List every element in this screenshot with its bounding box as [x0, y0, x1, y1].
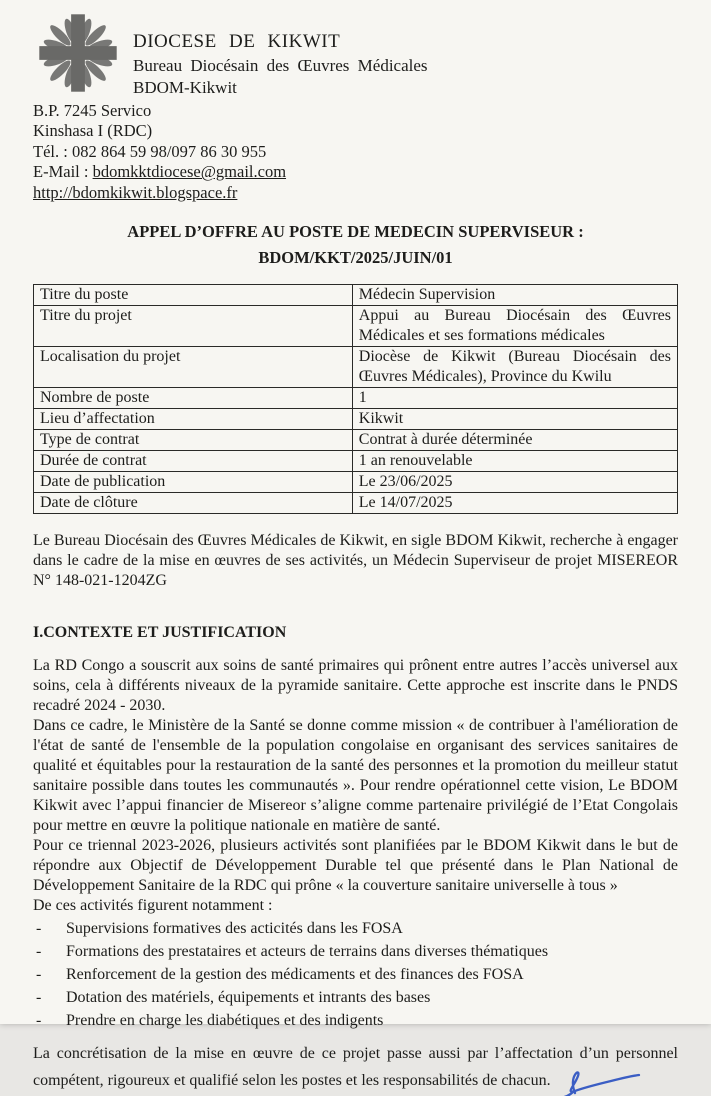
table-row: [34, 430, 678, 451]
row-value: Contrat à durée déterminée: [352, 430, 677, 451]
row-label: Titre du projet: [34, 306, 353, 347]
row-value: Appui au Bureau Diocésain des Œuvres Médicales et ses formations médicales: [352, 306, 677, 347]
table-row: [34, 409, 678, 430]
row-value: Le 23/06/2025: [352, 472, 677, 493]
list-item: [33, 919, 678, 939]
row-value: Diocèse de Kikwit (Bureau Diocésain des Œuvres Médicales), Province du Kwilu: [352, 347, 677, 388]
address-block: [33, 101, 678, 204]
context-paragraph-4: De ces activités figurent notamment :: [33, 897, 273, 915]
bullet-dash: -: [36, 966, 42, 984]
organization-department: Bureau Diocésain des Œuvres Médicales: [133, 55, 428, 75]
row-label: Localisation du projet: [34, 347, 353, 388]
table-row: [34, 306, 678, 347]
row-label: Date de publication: [34, 472, 353, 493]
organization-name: DIOCESE DE KIKWIT: [133, 31, 341, 52]
table-row: [34, 493, 678, 514]
table-row: [34, 388, 678, 409]
address-city: Kinshasa I (RDC): [33, 121, 153, 141]
row-value: 1: [352, 388, 677, 409]
context-paragraph-2: Dans ce cadre, le Ministère de la Santé se donne comme mission « de contribuer à l'amélioration de l'état de santé de l'ensemble de la population congolaise en organisant des services sanitaires de qualité et équitables pour la restauration de la santé des personnes et la promotion du meilleur statut sanitaire possible dans toutes les communautés ». Pour rendre opérationnel cette vision, Le BDOM Kikwit avec l’appui financier de Misereor s’aligne comme partenaire privilégié de l’Etat Congolais pour mettre en œuvre la politique nationale en matière de santé.: [33, 717, 678, 835]
website-link[interactable]: http://bdomkikwit.blogspace.fr: [33, 182, 238, 202]
list-item: [33, 965, 678, 985]
context-paragraph-3: Pour ce triennal 2023-2026, plusieurs activités sont planifiées par le BDOM Kikwit dans le but de répondre aux Objectif de Développement Durable tel que présenté dans le Plan National de Développement Sanitaire de la RDC qui prône « la couverture sanitaire universelle à tous »: [33, 837, 678, 895]
organization-sigle: BDOM-Kikwit: [133, 77, 237, 97]
document-title-line1: APPEL D’OFFRE AU POSTE DE MEDECIN SUPERVISEUR :: [127, 222, 584, 242]
list-item-text: Supervisions formatives des acticités dans les FOSA: [66, 920, 403, 938]
caritas-cross-flames-logo: [35, 10, 121, 96]
bullet-dash: -: [36, 920, 42, 938]
table-row: [34, 285, 678, 306]
email-label: E-Mail :: [33, 162, 93, 182]
list-item-text: Renforcement de la gestion des médicaments et des finances des FOSA: [66, 966, 524, 984]
context-paragraph-1: La RD Congo a souscrit aux soins de santé primaires qui prônent entre autres l’accès universel aux soins, cela à différents niveaux de la pyramide sanitaire. Cette approche est inscrite dans le PNDS recadré 2024 - 2030.: [33, 657, 678, 715]
table-row: [34, 472, 678, 493]
list-item: [33, 1011, 678, 1031]
organization-block: [133, 10, 428, 99]
row-value: Kikwit: [352, 409, 677, 430]
list-item-text: Dotation des matériels, équipements et intrants des bases: [66, 989, 431, 1007]
row-value: Le 14/07/2025: [352, 493, 677, 514]
email-link[interactable]: bdomkktdiocese@gmail.com: [92, 162, 287, 182]
list-item-text: Prendre en charge les diabétiques et des indigents: [66, 1012, 384, 1030]
bullet-dash: -: [36, 989, 42, 1007]
email-line: [33, 162, 678, 183]
row-label: Nombre de poste: [34, 388, 353, 409]
list-item-text: Formations des prestataires et acteurs de terrains dans diverses thématiques: [66, 943, 549, 961]
phone-line: Tél. : 082 864 59 98/097 86 30 955: [33, 141, 267, 161]
blue-pen-signature-mark: [553, 1064, 641, 1096]
row-label: Type de contrat: [34, 430, 353, 451]
letterhead: [33, 10, 678, 99]
closing-text: La concrétisation de la mise en œuvre de ce projet passe aussi par l’affectation d’un personnel compétent, rigoureux et qualifié selon les postes et les responsabilités de chacun.: [33, 1045, 678, 1090]
row-value: 1 an renouvelable: [352, 451, 677, 472]
row-label: Durée de contrat: [34, 451, 353, 472]
job-info-table: [33, 284, 678, 514]
list-item: [33, 942, 678, 962]
row-value: Médecin Supervision: [352, 285, 677, 306]
row-label: Titre du poste: [34, 285, 353, 306]
section-heading: I.CONTEXTE ET JUSTIFICATION: [33, 624, 287, 642]
bullet-dash: -: [36, 1012, 42, 1030]
row-label: Date de clôture: [34, 493, 353, 514]
row-label: Lieu d’affectation: [34, 409, 353, 430]
table-row: [34, 451, 678, 472]
table-row: [34, 347, 678, 388]
activities-list: [33, 919, 678, 1031]
bullet-dash: -: [36, 943, 42, 961]
intro-paragraph: Le Bureau Diocésain des Œuvres Médicales de Kikwit, en sigle BDOM Kikwit, recherche à engager dans le cadre de la mise en œuvres de ses activités, un Médecin Superviseur de projet MISEREOR N° 148-021-1204ZG: [33, 532, 678, 590]
website-line: [33, 183, 678, 204]
address-po-box: B.P. 7245 Servico: [33, 100, 152, 120]
closing-paragraph: [33, 1044, 678, 1096]
list-item: [33, 988, 678, 1008]
document-title: [33, 219, 678, 271]
document-title-line2: BDOM/KKT/2025/JUIN/01: [258, 248, 453, 268]
